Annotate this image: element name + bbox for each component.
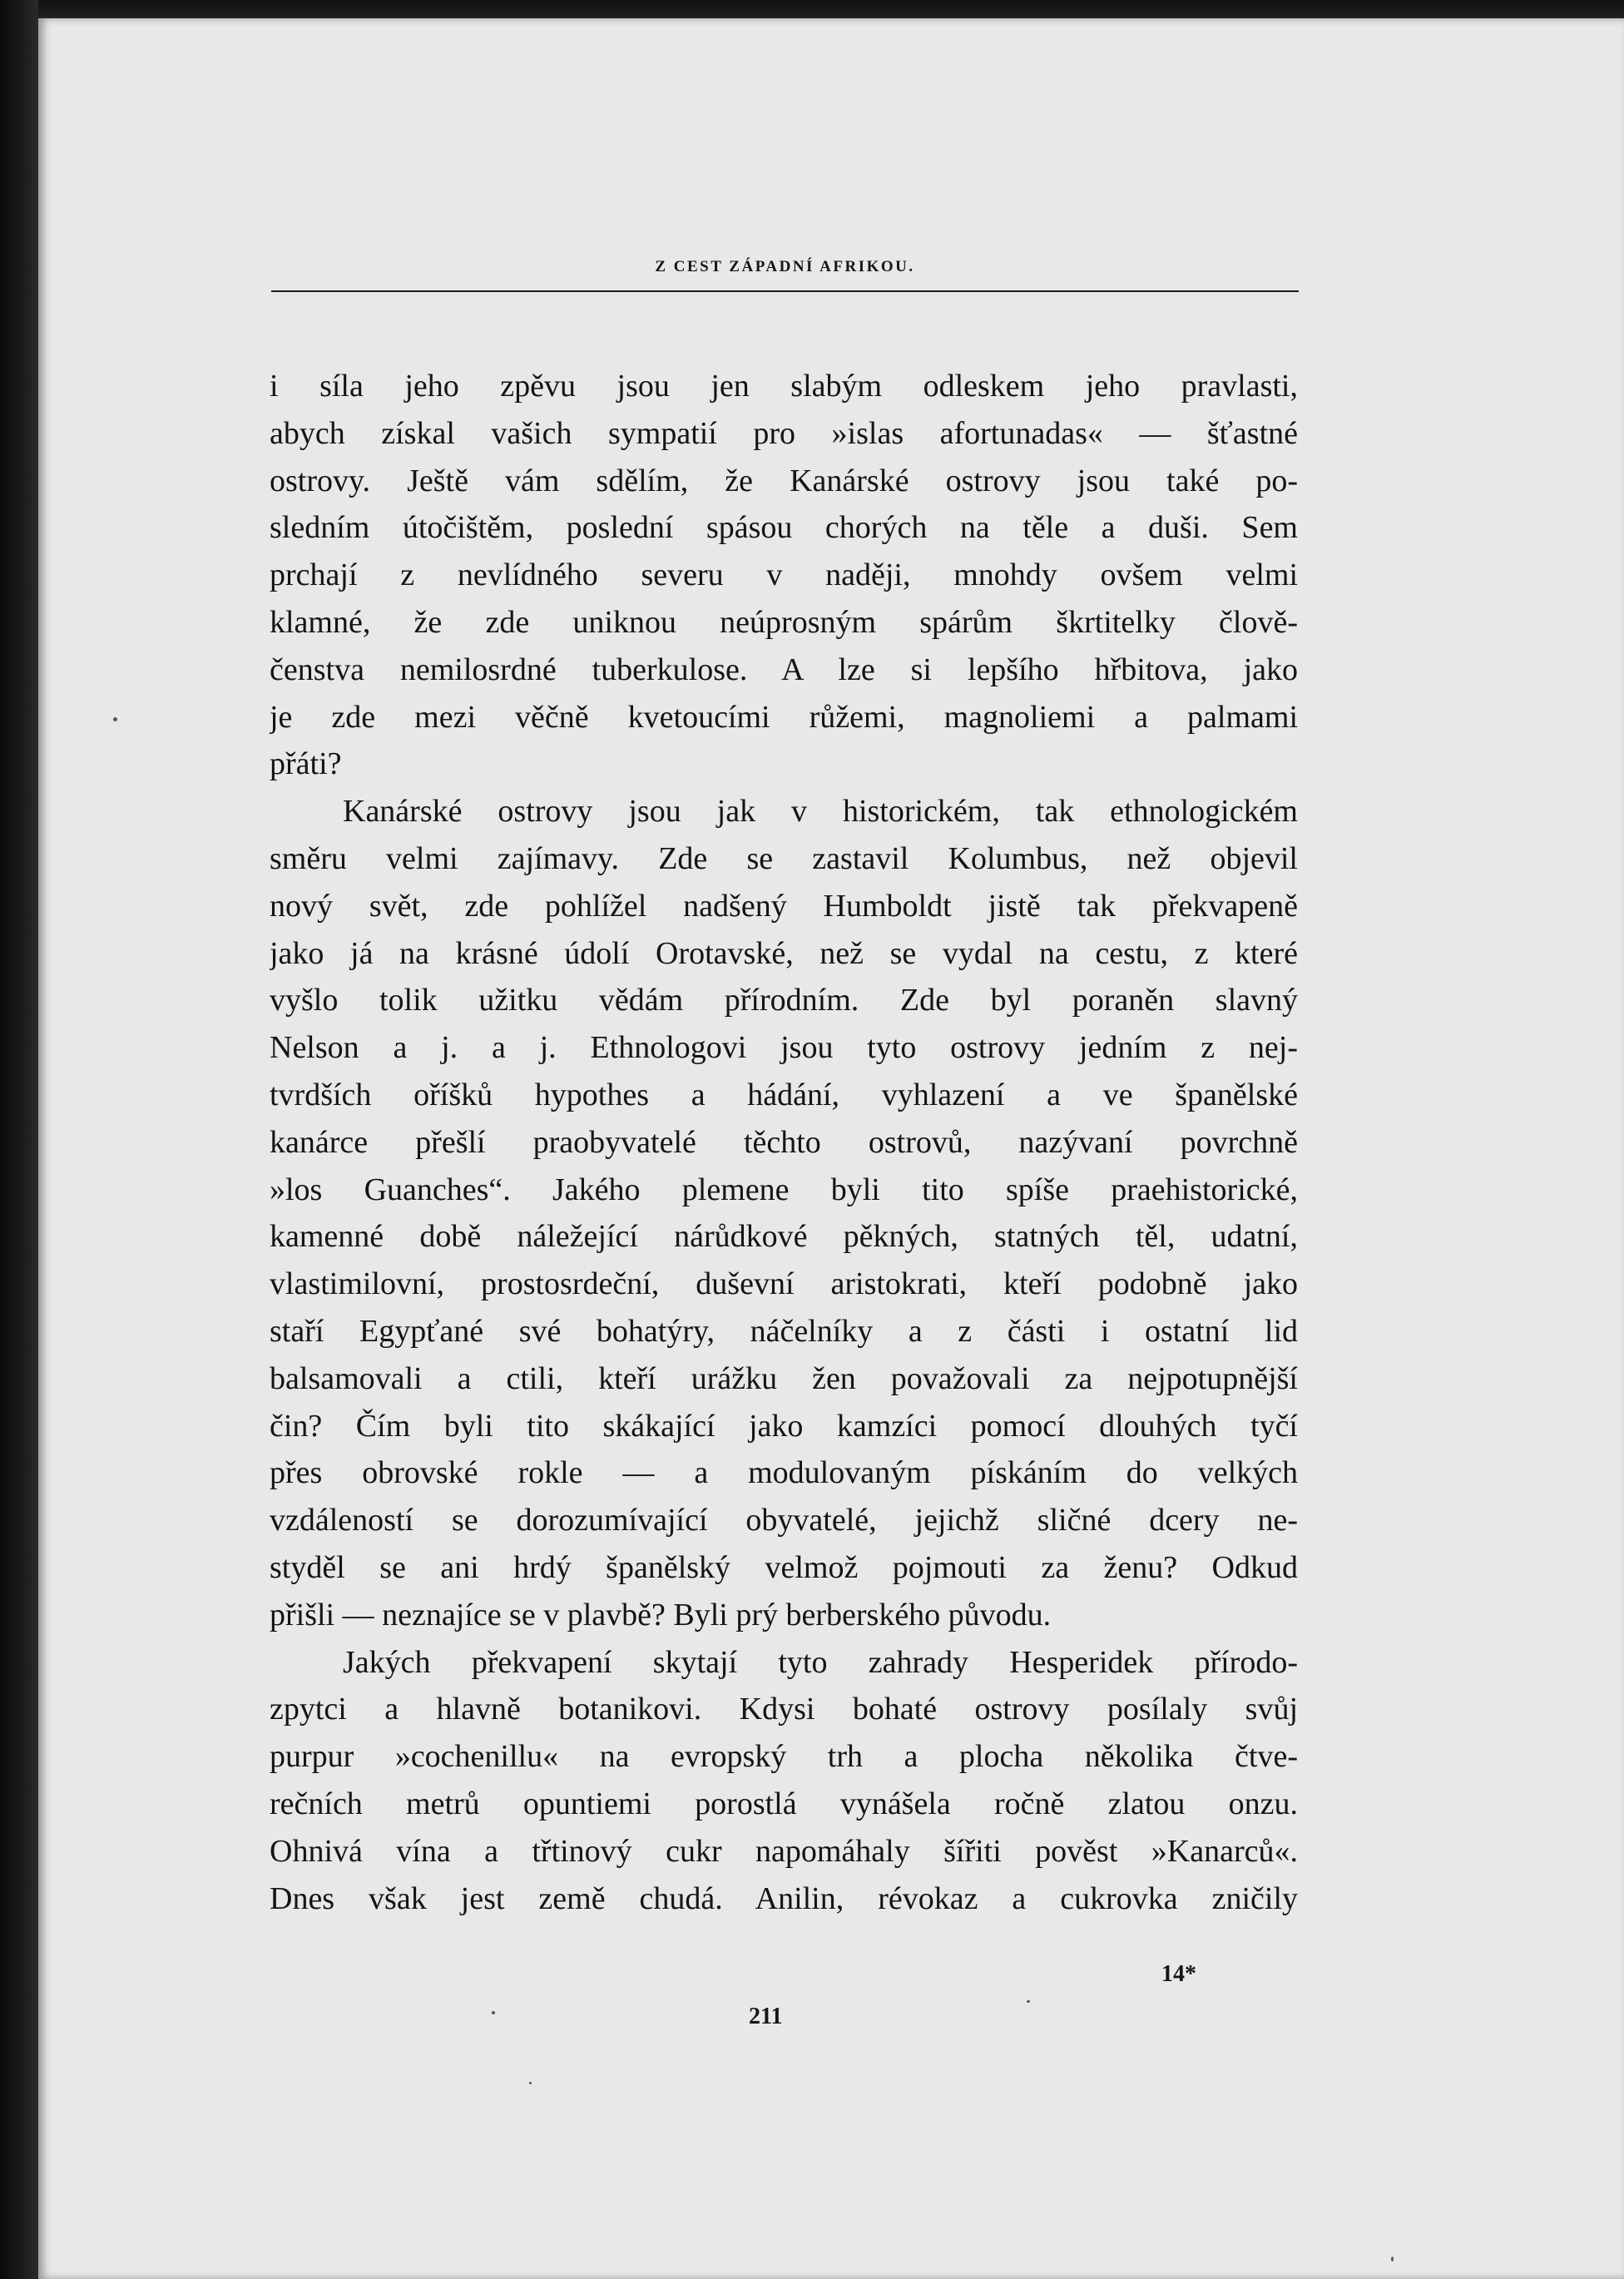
text-line: kamenné době náležející nárůdkové pěkných, statných těl, udatní,	[270, 1219, 1298, 1255]
scan-edge-left	[0, 0, 38, 2279]
text-line: »los Guanches“. Jakého plemene byli tito spíše praehistorické,	[270, 1172, 1298, 1207]
text-line: směru velmi zajímavy. Zde se zastavil Kolumbus, než objevil	[270, 840, 1298, 876]
text-line: vlastimilovní, prostosrdeční, duševní aristokrati, kteří podobně jako	[270, 1266, 1298, 1302]
text-line: vyšlo tolik užitku vědám přírodním. Zde byl poraněn slavný	[270, 983, 1298, 1018]
dust-speck	[529, 2082, 532, 2084]
text-line: nový svět, zde pohlížel nadšený Humboldt jistě tak překvapeně	[270, 888, 1298, 924]
text-line: rečních metrů opuntiemi porostlá vynášela ročně zlatou onzu.	[270, 1786, 1298, 1821]
text-line: ostrovy. Ještě vám sdělím, že Kanárské ostrovy jsou také po-	[270, 463, 1298, 498]
text-line: Dnes však jest země chudá. Anilin, révokaz a cukrovka zničily	[270, 1880, 1298, 1916]
text-line: tvrdších oříšků hypothes a hádání, vyhlazení a ve španělské	[270, 1077, 1298, 1112]
text-line: sledním útočištěm, poslední spásou chorých na těle a duši. Sem	[270, 510, 1298, 546]
scan-edge-top	[0, 0, 1624, 18]
dust-speck	[1027, 2000, 1030, 2003]
text-line: staří Egypťané své bohatýry, náčelníky a z části i ostatní lid	[270, 1313, 1298, 1349]
page-number: 211	[749, 2004, 783, 2029]
text-line: vzdáleností se dorozumívající obyvatelé, jejichž sličné dcery ne-	[270, 1503, 1298, 1538]
text-line: je zde mezi věčně kvetoucími růžemi, magnoliemi a palmami	[270, 699, 1298, 735]
running-head: Z CEST ZÁPADNÍ AFRIKOU.	[655, 258, 915, 275]
text-line: styděl se ani hrdý španělský velmož pojmouti za ženu? Odkud	[270, 1549, 1298, 1585]
text-line: kanárce přešlí praobyvatelé těchto ostrovů, nazývaní povrchně	[270, 1124, 1298, 1160]
text-line: čenstva nemilosrdné tuberkulose. A lze si lepšího hřbitova, jako	[270, 651, 1298, 687]
body-text	[270, 363, 1298, 1922]
text-line: přáti?	[270, 746, 342, 782]
dust-speck	[113, 717, 117, 721]
text-line: přes obrovské rokle — a modulovaným pískáním do velkých	[270, 1455, 1298, 1491]
signature-mark: 14*	[1161, 1961, 1196, 1987]
text-line: Jakých překvapení skytají tyto zahrady Hesperidek přírodo-	[343, 1644, 1298, 1680]
text-line: klamné, že zde uniknou neúprosným spárům škrtitelky člově-	[270, 604, 1298, 640]
text-line: prchají z nevlídného severu v naději, mnohdy ovšem velmi	[270, 557, 1298, 593]
text-line: čin? Čím byli tito skákající jako kamzíci pomocí dlouhých tyčí	[270, 1408, 1298, 1444]
text-line: přišli — neznajíce se v plavbě? Byli prý berberského původu.	[270, 1597, 1052, 1632]
text-line: Ohnivá vína a třtinový cukr napomáhaly šířiti pověst »Kanarců«.	[270, 1833, 1298, 1869]
text-line: jako já na krásné údolí Orotavské, než se vydal na cestu, z které	[270, 935, 1298, 971]
header-rule	[271, 290, 1299, 292]
text-line: Kanárské ostrovy jsou jak v historickém, tak ethnologickém	[343, 794, 1298, 830]
text-line: Nelson a j. a j. Ethnologovi jsou tyto ostrovy jedním z nej-	[270, 1030, 1298, 1066]
dust-speck	[492, 2011, 495, 2014]
book-page	[38, 18, 1624, 2279]
dust-speck	[1391, 2257, 1394, 2262]
text-line: abych získal vašich sympatií pro »islas afortunadas« — šťastné	[270, 415, 1298, 451]
text-line: balsamovali a ctili, kteří urážku žen považovali za nejpotupnější	[270, 1360, 1298, 1396]
text-line: purpur »cochenillu« na evropský trh a plocha několika čtve-	[270, 1739, 1298, 1775]
text-line: zpytci a hlavně botanikovi. Kdysi bohaté ostrovy posílaly svůj	[270, 1692, 1298, 1727]
text-line: i síla jeho zpěvu jsou jen slabým odleskem jeho pravlasti,	[270, 369, 1298, 404]
